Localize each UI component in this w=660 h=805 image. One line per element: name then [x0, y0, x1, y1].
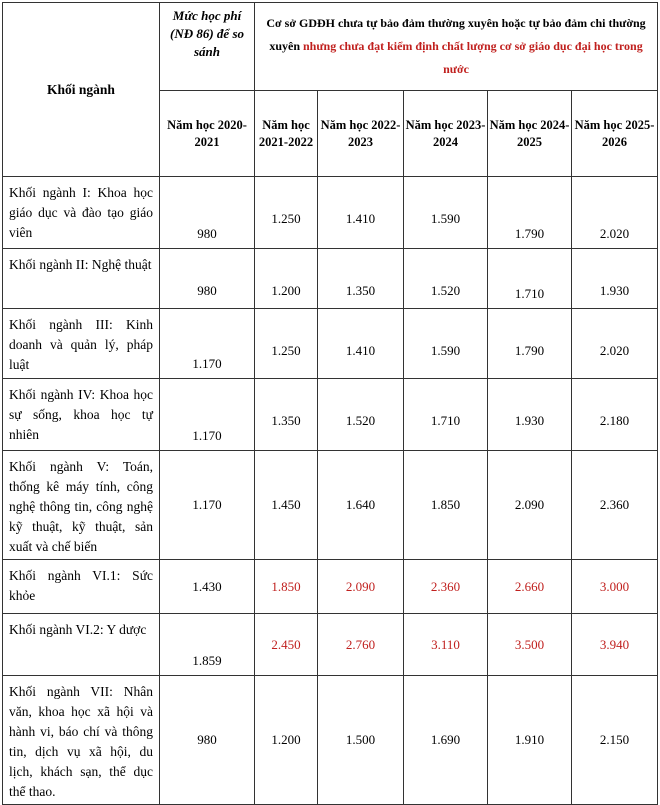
reference-fee-value: 980: [160, 177, 255, 249]
group-header-highlight: nhưng chưa đạt kiểm định chất lượng cơ sở giáo dục đại học trong nước: [303, 39, 643, 76]
reference-fee-value: 1.859: [160, 614, 255, 676]
fee-value: 2.760: [318, 614, 404, 676]
fee-value: 1.520: [318, 379, 404, 451]
fee-value: 1.410: [318, 177, 404, 249]
fee-value: 1.710: [404, 379, 488, 451]
reference-fee-value: 1.170: [160, 451, 255, 560]
fee-value: 1.690: [404, 676, 488, 805]
fee-value: 1.590: [404, 309, 488, 379]
table-row: [3, 560, 658, 614]
fee-value: 1.450: [255, 451, 318, 560]
fee-value: 2.180: [572, 379, 658, 451]
reference-fee-header: Mức học phí (NĐ 86) để so sánh: [160, 3, 255, 91]
year-header: Năm học 2021-2022: [255, 91, 318, 177]
reference-fee-value: 1.430: [160, 560, 255, 614]
khoi-nganh-name: Khối ngành II: Nghệ thuật: [3, 249, 160, 309]
year-header: Năm học 2025-2026: [572, 91, 658, 177]
fee-value: 1.410: [318, 309, 404, 379]
fee-value: 1.850: [404, 451, 488, 560]
fee-value: 1.350: [255, 379, 318, 451]
fee-value: 1.640: [318, 451, 404, 560]
fee-value: 2.450: [255, 614, 318, 676]
fee-value: 1.910: [488, 676, 572, 805]
table-row: [3, 451, 658, 560]
khoi-nganh-header: Khối ngành: [3, 3, 160, 177]
khoi-nganh-name: Khối ngành III: Kinh doanh và quản lý, pháp luật: [3, 309, 160, 379]
khoi-nganh-name: Khối ngành V: Toán, thống kê máy tính, công nghệ thông tin, công nghệ kỹ thuật, kỹ thuật, sản xuất và chế biến: [3, 451, 160, 560]
fee-value: 2.360: [572, 451, 658, 560]
fee-value: 1.200: [255, 249, 318, 309]
year-header: Năm học 2023-2024: [404, 91, 488, 177]
fee-value: 3.500: [488, 614, 572, 676]
fee-value: 3.000: [572, 560, 658, 614]
fee-value: 1.790: [488, 177, 572, 249]
fee-value: 3.940: [572, 614, 658, 676]
table-row: [3, 676, 658, 805]
fee-value: 2.020: [572, 177, 658, 249]
fee-value: 2.150: [572, 676, 658, 805]
fee-value: 1.520: [404, 249, 488, 309]
fee-value: 1.250: [255, 177, 318, 249]
table-row: [3, 177, 658, 249]
table-row: [3, 249, 658, 309]
year-header: Năm học 2020-2021: [160, 91, 255, 177]
table-row: [3, 309, 658, 379]
year-header: Năm học 2024-2025: [488, 91, 572, 177]
year-header: Năm học 2022-2023: [318, 91, 404, 177]
khoi-nganh-name: Khối ngành IV: Khoa học sự sống, khoa học tự nhiên: [3, 379, 160, 451]
reference-fee-value: 980: [160, 249, 255, 309]
reference-fee-value: 1.170: [160, 309, 255, 379]
khoi-nganh-name: Khối ngành VII: Nhân văn, khoa học xã hội và hành vi, báo chí và thông tin, dịch vụ xã hội, du lịch, khách sạn, thể dục thể thao.: [3, 676, 160, 805]
table-row: [3, 614, 658, 676]
fee-value: 1.200: [255, 676, 318, 805]
fee-value: 2.090: [488, 451, 572, 560]
fee-value: 1.710: [488, 249, 572, 309]
fee-value: 2.020: [572, 309, 658, 379]
reference-fee-value: 1.170: [160, 379, 255, 451]
khoi-nganh-name: Khối ngành VI.1: Sức khỏe: [3, 560, 160, 614]
fee-value: 1.250: [255, 309, 318, 379]
khoi-nganh-name: Khối ngành I: Khoa học giáo dục và đào tạo giáo viên: [3, 177, 160, 249]
institution-group-header: [255, 3, 658, 91]
fee-value: 1.790: [488, 309, 572, 379]
fee-value: 1.850: [255, 560, 318, 614]
fee-value: 1.350: [318, 249, 404, 309]
fee-value: 3.110: [404, 614, 488, 676]
khoi-nganh-name: Khối ngành VI.2: Y dược: [3, 614, 160, 676]
fee-value: 1.930: [572, 249, 658, 309]
table-body: [3, 177, 658, 805]
fee-value: 1.590: [404, 177, 488, 249]
group-header-text: Cơ sở GDĐH chưa tự bảo đảm thường xuyên hoặc tự bảo đảm chi thường xuyên: [266, 16, 646, 53]
fee-value: 1.500: [318, 676, 404, 805]
fee-value: 1.930: [488, 379, 572, 451]
fee-value: 2.090: [318, 560, 404, 614]
table-row: [3, 379, 658, 451]
header-row-1: [3, 3, 658, 91]
reference-fee-value: 980: [160, 676, 255, 805]
fee-value: 2.660: [488, 560, 572, 614]
tuition-fee-table: [2, 2, 658, 805]
fee-value: 2.360: [404, 560, 488, 614]
